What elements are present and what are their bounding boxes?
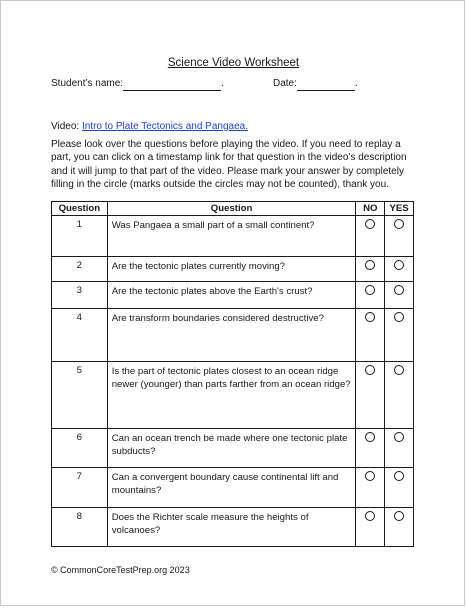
question-text: Is the part of tectonic plates closest to an ocean ridge newer (younger) than parts farther from an ocean ridge? bbox=[107, 362, 356, 429]
table-row bbox=[52, 216, 414, 257]
answer-yes-circle[interactable] bbox=[394, 219, 404, 229]
table-row bbox=[52, 257, 414, 282]
header-question: Question bbox=[107, 202, 356, 216]
question-number: 5 bbox=[52, 362, 108, 429]
answer-yes-circle[interactable] bbox=[394, 432, 404, 442]
answer-no-circle[interactable] bbox=[365, 365, 375, 375]
question-number: 4 bbox=[52, 309, 108, 362]
student-name-label: Student’s name: bbox=[51, 78, 124, 89]
question-text: Does the Richter scale measure the heights of volcanoes? bbox=[107, 508, 356, 547]
answer-no-circle[interactable] bbox=[365, 260, 375, 270]
question-number: 7 bbox=[52, 468, 108, 508]
video-link[interactable]: Intro to Plate Tectonics and Pangaea. bbox=[81, 121, 248, 132]
answer-no-circle[interactable] bbox=[365, 285, 375, 295]
question-table bbox=[51, 201, 414, 547]
copyright-footer: © CommonCoreTestPrep.org 2023 bbox=[51, 565, 190, 575]
question-text: Was Pangaea a small part of a small continent? bbox=[107, 216, 356, 257]
answer-no-circle[interactable] bbox=[365, 219, 375, 229]
question-text: Are the tectonic plates currently moving? bbox=[107, 257, 356, 282]
date-period: . bbox=[355, 78, 358, 89]
question-text: Are the tectonic plates above the Earth's crust? bbox=[107, 282, 356, 309]
table-row bbox=[52, 309, 414, 362]
answer-no-circle[interactable] bbox=[365, 432, 375, 442]
question-number: 8 bbox=[52, 508, 108, 547]
table-row bbox=[52, 468, 414, 508]
question-text: Can an ocean trench be made where one tectonic plate subducts? bbox=[107, 429, 356, 468]
question-text: Are transform boundaries considered destructive? bbox=[107, 309, 356, 362]
answer-yes-circle[interactable] bbox=[394, 365, 404, 375]
date-label: Date: bbox=[273, 78, 297, 89]
student-name-period: . bbox=[221, 78, 224, 89]
table-row bbox=[52, 282, 414, 309]
answer-yes-circle[interactable] bbox=[394, 285, 404, 295]
question-text: Can a convergent boundary cause continental lift and mountains? bbox=[107, 468, 356, 508]
table-row bbox=[52, 362, 414, 429]
video-line bbox=[51, 121, 248, 132]
answer-yes-circle[interactable] bbox=[394, 471, 404, 481]
page-title: Science Video Worksheet bbox=[167, 57, 300, 69]
answer-no-circle[interactable] bbox=[365, 511, 375, 521]
answer-no-circle[interactable] bbox=[365, 312, 375, 322]
question-number: 1 bbox=[52, 216, 108, 257]
table-header-row bbox=[52, 202, 414, 216]
answer-no-circle[interactable] bbox=[365, 471, 375, 481]
header-yes: YES bbox=[385, 202, 414, 216]
answer-yes-circle[interactable] bbox=[394, 260, 404, 270]
student-name-field[interactable] bbox=[123, 78, 221, 91]
table-row bbox=[52, 508, 414, 547]
video-label: Video: bbox=[51, 121, 82, 132]
answer-yes-circle[interactable] bbox=[394, 312, 404, 322]
question-number: 3 bbox=[52, 282, 108, 309]
question-number: 6 bbox=[52, 429, 108, 468]
header-number: Question bbox=[52, 202, 108, 216]
table-row bbox=[52, 429, 414, 468]
header-no: NO bbox=[356, 202, 385, 216]
instructions: Please look over the questions before playing the video. If you need to replay a part, you can click on a timestamp link for that question in the video’s description and it will jump to that part of the video. Please mark your answer by completely filling in the circle (marks outside the circles may not be counted), thank you. bbox=[51, 139, 407, 190]
date-field[interactable] bbox=[297, 78, 355, 91]
answer-yes-circle[interactable] bbox=[394, 511, 404, 521]
question-number: 2 bbox=[52, 257, 108, 282]
